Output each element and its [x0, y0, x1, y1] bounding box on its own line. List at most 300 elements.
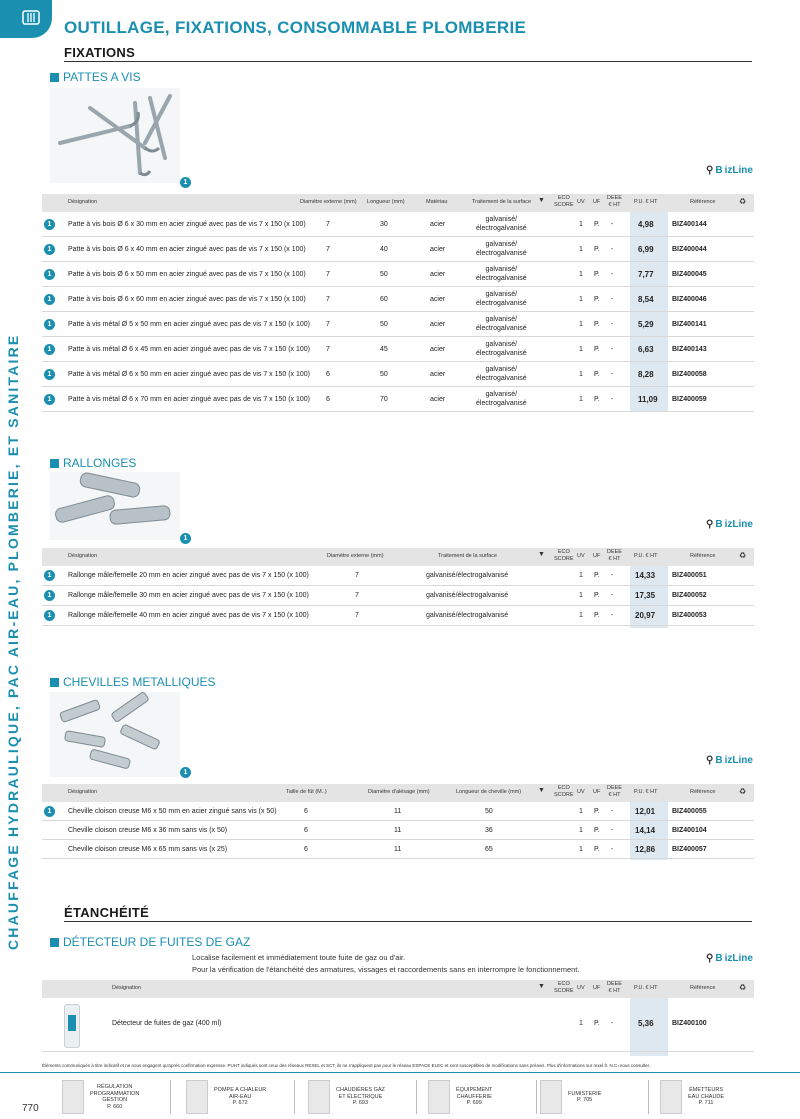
- brand-name: izLine: [724, 519, 753, 530]
- cell-traitement-line1: galvanisé/: [485, 266, 518, 273]
- subsection-label: RALLONGES: [63, 456, 137, 470]
- col-longueur: Longueur (mm): [367, 199, 405, 205]
- cell-deee: -: [611, 846, 614, 853]
- cell-price: 14,33: [635, 571, 656, 580]
- extension-rods-image: [50, 472, 180, 540]
- cell-alesage: 11: [394, 808, 402, 815]
- cell-longueur: 50: [380, 321, 388, 328]
- cell-deee: -: [611, 371, 614, 378]
- cell-materiau: acier: [430, 346, 446, 353]
- table-row[interactable]: [42, 362, 754, 387]
- cell-price: 12,01: [635, 807, 656, 816]
- cell-traitement-line2: électrogalvanisé: [476, 250, 527, 257]
- table-row[interactable]: [42, 337, 754, 362]
- col-deee: DEEE € HT: [607, 549, 622, 562]
- cell-traitement-line1: galvanisé/: [485, 341, 518, 348]
- col-uf: UF: [593, 199, 601, 205]
- table-header: [42, 194, 754, 212]
- footer-nav-label: CHAUDIÈRES GAZ ET ÉLECTRIQUE P. 693: [336, 1087, 385, 1107]
- cell-deee: -: [611, 221, 614, 228]
- table-row[interactable]: [42, 287, 754, 312]
- cell-price: 5,29: [638, 320, 654, 329]
- cell-taille: 6: [304, 827, 308, 834]
- cell-reference: BIZ400058: [672, 371, 707, 378]
- subsection-label: CHEVILLES METALLIQUES: [63, 675, 216, 689]
- col-eco-score: ECO SCORE: [554, 549, 574, 562]
- cell-reference: BIZ400051: [672, 572, 707, 579]
- col-alesage: Diamètre d'alésage (mm): [368, 789, 430, 795]
- product-photo-chevilles: [50, 692, 180, 777]
- sort-icon[interactable]: ▼: [538, 197, 545, 204]
- col-uf: UF: [593, 789, 601, 795]
- category-thumbnail: [540, 1080, 562, 1114]
- person-icon: ⚲: [706, 953, 714, 964]
- subsection-title-chevilles: [50, 675, 216, 689]
- col-deee: DEEE € HT: [607, 785, 622, 798]
- cell-diametre: 7: [326, 296, 330, 303]
- cell-materiau: acier: [430, 396, 446, 403]
- badge-number: 1: [44, 610, 55, 621]
- col-designation: Désignation: [68, 789, 98, 795]
- col-designation: Désignation: [68, 553, 98, 559]
- cell-traitement: [476, 265, 527, 283]
- product-photo-pattes: [50, 88, 180, 183]
- col-uf: UF: [593, 985, 601, 991]
- product-description-line2: Pour la vérification de l'étanchéité des armatures, vissages et raccordements sans en interrompre le fonctionnement.: [192, 965, 580, 974]
- cell-deee: -: [611, 592, 614, 599]
- table-body: [42, 212, 754, 412]
- recycle-icon[interactable]: ♻: [739, 787, 747, 796]
- cell-price: 6,99: [638, 245, 654, 254]
- cell-traitement-line1: galvanisé/: [485, 391, 518, 398]
- cell-longueur: 60: [380, 296, 388, 303]
- cell-traitement-line2: électrogalvanisé: [476, 375, 527, 382]
- bizline-logo: [706, 165, 753, 176]
- cell-deee: -: [611, 1020, 614, 1027]
- footer-nav-item[interactable]: [428, 1080, 492, 1114]
- footer-nav-item[interactable]: [540, 1080, 601, 1114]
- cell-price: 14,14: [635, 826, 656, 835]
- recycle-icon[interactable]: ♻: [739, 983, 747, 992]
- cell-deee: -: [611, 827, 614, 834]
- cell-designation: Cheville cloison creuse M6 x 36 mm sans vis (x 50): [68, 827, 228, 834]
- col-deee: DEEE € HT: [607, 195, 622, 208]
- cell-traitement-line1: galvanisé/: [485, 216, 518, 223]
- cell-uv: 1: [579, 808, 583, 815]
- category-thumbnail: [186, 1080, 208, 1114]
- table-chevilles: [42, 784, 754, 859]
- cell-longueur: 50: [380, 271, 388, 278]
- cell-uf: P.: [594, 221, 600, 228]
- brand-prefix: B: [715, 165, 723, 176]
- col-reference: Référence: [690, 199, 716, 205]
- cell-uv: 1: [579, 612, 583, 619]
- cell-alesage: 11: [394, 846, 402, 853]
- col-traitement: Traitement de la surface: [472, 199, 532, 205]
- col-diametre: Diamètre externe (mm): [300, 199, 357, 205]
- bizline-logo: [706, 953, 753, 964]
- product-description-line1: Localise facilement et immédiatement toute fuite de gaz ou d'air.: [192, 953, 406, 962]
- col-designation: Désignation: [112, 985, 142, 991]
- cell-designation: Détecteur de fuites de gaz (400 ml): [112, 1020, 222, 1027]
- badge-number: 1: [44, 590, 55, 601]
- cell-designation: Patte à vis bois Ø 6 x 30 mm en acier zingué avec pas de vis 7 x 150 (x 100): [68, 221, 306, 228]
- table-row[interactable]: [42, 802, 754, 821]
- cell-diametre: 7: [355, 612, 359, 619]
- subsection-title-detecteur: [50, 935, 250, 949]
- bizline-logo: [706, 519, 753, 530]
- footer-nav-label: POMPE A CHALEUR AIR-EAU P. 672: [214, 1087, 267, 1107]
- table-row[interactable]: [42, 566, 754, 586]
- cell-price: 6,63: [638, 345, 654, 354]
- cell-traitement: [476, 390, 527, 408]
- sort-icon[interactable]: ▼: [538, 983, 545, 990]
- table-header: [42, 980, 754, 998]
- cell-diametre: 7: [326, 271, 330, 278]
- cell-reference: BIZ400143: [672, 346, 707, 353]
- table-body: [42, 566, 754, 626]
- cell-traitement: [476, 315, 527, 333]
- cell-traitement-line1: galvanisé/: [485, 241, 518, 248]
- cell-designation: Patte à vis bois Ø 6 x 50 mm en acier zingué avec pas de vis 7 x 150 (x 100): [68, 271, 306, 278]
- col-diametre: Diamètre externe (mm): [327, 553, 384, 559]
- footer-nav-label: ÉQUIPEMENT CHAUFFERIE P. 699: [456, 1087, 493, 1107]
- badge-number: 1: [44, 369, 55, 380]
- subsection-title-rallonges: [50, 456, 136, 470]
- anchors-image: [50, 692, 180, 777]
- cell-uf: P.: [594, 846, 600, 853]
- cell-reference: BIZ400141: [672, 321, 707, 328]
- subsection-title-pattes: [50, 70, 141, 84]
- col-reference: Référence: [690, 985, 716, 991]
- footer-nav-item[interactable]: [660, 1080, 724, 1114]
- bullet-square-icon: [50, 73, 59, 82]
- cell-designation: Rallonge mâle/femelle 30 mm en acier zingué avec pas de vis 7 x 150 (x 100): [68, 592, 309, 599]
- cell-traitement: galvanisé/électrogalvanisé: [426, 592, 509, 599]
- col-reference: Référence: [690, 553, 716, 559]
- table-pattes: [42, 194, 754, 412]
- cell-uf: P.: [594, 1020, 600, 1027]
- section-divider: [64, 921, 752, 922]
- cell-traitement-line1: galvanisé/: [485, 316, 518, 323]
- person-icon: ⚲: [706, 165, 714, 176]
- cell-traitement-line1: galvanisé/: [485, 366, 518, 373]
- bullet-square-icon: [50, 938, 59, 947]
- badge-number: 1: [44, 344, 55, 355]
- cell-traitement-line2: électrogalvanisé: [476, 225, 527, 232]
- footer-nav-label: ÉMETTEURS EAU CHAUDE P. 711: [688, 1087, 725, 1107]
- cell-traitement: [476, 340, 527, 358]
- cell-reference: BIZ400045: [672, 271, 707, 278]
- col-pu: P.U. € HT: [634, 789, 658, 795]
- col-uv: UV: [577, 789, 585, 795]
- table-row[interactable]: [42, 998, 754, 1052]
- col-deee: DEEE € HT: [607, 981, 622, 994]
- footer-nav-item[interactable]: [308, 1080, 385, 1114]
- cell-diametre: 7: [355, 592, 359, 599]
- cell-price: 11,09: [638, 395, 658, 404]
- cell-reference: BIZ400144: [672, 221, 707, 228]
- cell-uv: 1: [579, 592, 583, 599]
- cell-uv: 1: [579, 221, 583, 228]
- cell-diametre: 6: [326, 371, 330, 378]
- cell-traitement-line2: électrogalvanisé: [476, 300, 527, 307]
- cell-uf: P.: [594, 371, 600, 378]
- col-reference: Référence: [690, 789, 716, 795]
- sidebar-category-label: CHAUFFAGE HYDRAULIQUE, PAC AIR-EAU, PLOMBERIE, ET SANITAIRE: [5, 333, 21, 950]
- cell-price: 8,54: [638, 295, 654, 304]
- badge-number: 1: [180, 767, 191, 778]
- recycle-icon[interactable]: ♻: [739, 551, 747, 560]
- badge-number: 1: [44, 219, 55, 230]
- badge-number: 1: [180, 533, 191, 544]
- cell-deee: -: [611, 246, 614, 253]
- cell-materiau: acier: [430, 296, 446, 303]
- badge-number: 1: [180, 177, 191, 188]
- table-row[interactable]: [42, 262, 754, 287]
- cell-designation: Patte à vis métal Ø 6 x 70 mm en acier zingué avec pas de vis 7 x 150 (x 100): [68, 396, 311, 403]
- person-icon: ⚲: [706, 519, 714, 530]
- cell-taille: 6: [304, 846, 308, 853]
- cell-diametre: 7: [326, 221, 330, 228]
- table-rallonges: [42, 548, 754, 626]
- cell-price: 7,77: [638, 270, 654, 279]
- table-row[interactable]: [42, 237, 754, 262]
- cell-traitement-line2: électrogalvanisé: [476, 400, 527, 407]
- footer-nav-item[interactable]: [186, 1080, 266, 1114]
- cell-uf: P.: [594, 572, 600, 579]
- cell-longueur: 30: [380, 221, 388, 228]
- col-eco-score: ECO SCORE: [554, 785, 574, 798]
- table-row[interactable]: [42, 312, 754, 337]
- cell-longueur: 36: [485, 827, 493, 834]
- bullet-square-icon: [50, 459, 59, 468]
- category-thumbnail: [62, 1080, 84, 1114]
- cell-diametre: 7: [326, 346, 330, 353]
- section-title-etancheite: ÉTANCHÉITÉ: [64, 905, 150, 920]
- cell-deee: -: [611, 572, 614, 579]
- brand-prefix: B: [715, 755, 723, 766]
- badge-number: 1: [44, 319, 55, 330]
- cell-price: 17,35: [635, 591, 656, 600]
- brand-name: izLine: [724, 953, 753, 964]
- cell-uf: P.: [594, 808, 600, 815]
- cell-uv: 1: [579, 296, 583, 303]
- col-taille: Taille de fût (M..): [286, 789, 327, 795]
- radiator-icon: [22, 10, 40, 26]
- cell-uf: P.: [594, 271, 600, 278]
- cell-deee: -: [611, 296, 614, 303]
- cell-longueur: 70: [380, 396, 388, 403]
- footer-separator: [170, 1080, 171, 1114]
- cell-diametre: 7: [326, 246, 330, 253]
- cell-designation: Rallonge mâle/femelle 40 mm en acier zingué avec pas de vis 7 x 150 (x 100): [68, 612, 309, 619]
- cell-reference: BIZ400104: [672, 827, 707, 834]
- col-eco-score: ECO SCORE: [554, 981, 574, 994]
- cell-traitement-line1: galvanisé/: [485, 291, 518, 298]
- cell-materiau: acier: [430, 221, 446, 228]
- footer-separator: [536, 1080, 537, 1114]
- table-row[interactable]: [42, 212, 754, 237]
- cell-uv: 1: [579, 346, 583, 353]
- cell-traitement: [476, 215, 527, 233]
- cell-reference: BIZ400055: [672, 808, 707, 815]
- bizline-logo: [706, 755, 753, 766]
- footer-nav-label: RÉGULATION PROGRAMMATION GESTION P. 660: [90, 1084, 140, 1110]
- cell-designation: Patte à vis bois Ø 6 x 40 mm en acier zingué avec pas de vis 7 x 150 (x 100): [68, 246, 306, 253]
- cell-uv: 1: [579, 827, 583, 834]
- cell-deee: -: [611, 396, 614, 403]
- person-icon: ⚲: [706, 755, 714, 766]
- table-row[interactable]: [42, 821, 754, 840]
- col-pu: P.U. € HT: [634, 199, 658, 205]
- table-detecteur: [42, 980, 754, 1052]
- cell-reference: BIZ400052: [672, 592, 707, 599]
- cell-materiau: acier: [430, 371, 446, 378]
- badge-number: 1: [44, 244, 55, 255]
- cell-traitement: [476, 365, 527, 383]
- subsection-label: PATTES A VIS: [63, 70, 141, 84]
- brand-prefix: B: [715, 953, 723, 964]
- badge-number: 1: [44, 269, 55, 280]
- cell-uf: P.: [594, 296, 600, 303]
- table-body: [42, 802, 754, 859]
- col-eco-score: ECO SCORE: [554, 195, 574, 208]
- sort-icon[interactable]: ▼: [538, 787, 545, 794]
- category-tab: [0, 0, 52, 38]
- brand-name: izLine: [724, 165, 753, 176]
- cell-deee: -: [611, 808, 614, 815]
- subsection-label: DÉTECTEUR DE FUITES DE GAZ: [63, 935, 251, 949]
- col-uv: UV: [577, 199, 585, 205]
- category-thumbnail: [308, 1080, 330, 1114]
- cell-price: 5,36: [638, 1019, 654, 1028]
- cell-uv: 1: [579, 846, 583, 853]
- cell-longueur: 65: [485, 846, 493, 853]
- cell-traitement-line2: électrogalvanisé: [476, 275, 527, 282]
- cell-traitement: galvanisé/électrogalvanisé: [426, 572, 509, 579]
- col-designation: Désignation: [68, 199, 98, 205]
- cell-uv: 1: [579, 396, 583, 403]
- cell-traitement-line2: électrogalvanisé: [476, 325, 527, 332]
- brand-name: izLine: [724, 755, 753, 766]
- col-longueur: Longueur de cheville (mm): [456, 789, 522, 795]
- col-uv: UV: [577, 985, 585, 991]
- section-title-fixations: FIXATIONS: [64, 45, 136, 60]
- col-uv: UV: [577, 553, 585, 559]
- spray-can-image: [64, 1004, 80, 1048]
- cell-uf: P.: [594, 246, 600, 253]
- footer-separator: [294, 1080, 295, 1114]
- sort-icon[interactable]: ▼: [538, 551, 545, 558]
- category-thumbnail: [660, 1080, 682, 1114]
- cell-deee: -: [611, 271, 614, 278]
- cell-materiau: acier: [430, 271, 446, 278]
- cell-reference: BIZ400046: [672, 296, 707, 303]
- cell-reference: BIZ400057: [672, 846, 707, 853]
- cell-diametre: 7: [355, 572, 359, 579]
- footer-nav-label: FUMISTERIE P. 705: [568, 1090, 602, 1103]
- category-thumbnail: [428, 1080, 450, 1114]
- cell-longueur: 50: [380, 371, 388, 378]
- table-row[interactable]: [42, 606, 754, 626]
- table-row[interactable]: [42, 586, 754, 606]
- cell-designation: Patte à vis bois Ø 6 x 60 mm en acier zingué avec pas de vis 7 x 150 (x 100): [68, 296, 306, 303]
- cell-longueur: 45: [380, 346, 388, 353]
- cell-deee: -: [611, 346, 614, 353]
- bullet-square-icon: [50, 678, 59, 687]
- cell-designation: Cheville cloison creuse M6 x 65 mm sans vis (x 25): [68, 846, 228, 853]
- cell-reference: BIZ400100: [672, 1020, 707, 1027]
- badge-number: 1: [44, 570, 55, 581]
- badge-number: 1: [44, 294, 55, 305]
- cell-deee: -: [611, 321, 614, 328]
- brand-prefix: B: [715, 519, 723, 530]
- footer-nav-item[interactable]: [62, 1080, 139, 1114]
- cell-diametre: 7: [326, 321, 330, 328]
- cell-reference: BIZ400059: [672, 396, 707, 403]
- cell-traitement: galvanisé/électrogalvanisé: [426, 612, 509, 619]
- cell-materiau: acier: [430, 321, 446, 328]
- cell-designation: Patte à vis métal Ø 6 x 45 mm en acier zingué avec pas de vis 7 x 150 (x 100): [68, 346, 311, 353]
- table-row[interactable]: [42, 387, 754, 412]
- footer-separator: [648, 1080, 649, 1114]
- col-uf: UF: [593, 553, 601, 559]
- cell-designation: Rallonge mâle/femelle 20 mm en acier zingué avec pas de vis 7 x 150 (x 100): [68, 572, 309, 579]
- badge-number: 1: [44, 394, 55, 405]
- product-photo-rallonges: [50, 472, 180, 540]
- legal-note: Éléments communiqués à titre indicatif et ne nous engagent qu'après confirmation expresse. PUHT indiqués sont ceux des réseaux REXEL et SCT, ils ne s'appliquent pas pour le réseau ESPACE ELEC et sont susceptibles de modifications sans préavis. Plus d'informations sur rexel.fr. N.C=nous consulter.: [42, 1063, 651, 1068]
- cell-uv: 1: [579, 271, 583, 278]
- cell-uf: P.: [594, 612, 600, 619]
- cell-uv: 1: [579, 1020, 583, 1027]
- cell-price: 4,98: [638, 220, 654, 229]
- cell-longueur: 40: [380, 246, 388, 253]
- cell-reference: BIZ400053: [672, 612, 707, 619]
- cell-materiau: acier: [430, 246, 446, 253]
- page-title: OUTILLAGE, FIXATIONS, CONSOMMABLE PLOMBERIE: [64, 18, 527, 37]
- cell-reference: BIZ400044: [672, 246, 707, 253]
- cell-designation: Patte à vis métal Ø 6 x 50 mm en acier zingué avec pas de vis 7 x 150 (x 100): [68, 371, 311, 378]
- cell-alesage: 11: [394, 827, 402, 834]
- footer-separator: [416, 1080, 417, 1114]
- col-pu: P.U. € HT: [634, 985, 658, 991]
- cell-price: 12,86: [635, 845, 656, 854]
- col-materiau: Matériau: [426, 199, 448, 205]
- cell-uf: P.: [594, 396, 600, 403]
- cell-traitement: [476, 240, 527, 258]
- cell-traitement: [476, 290, 527, 308]
- section-divider: [64, 61, 752, 62]
- recycle-icon[interactable]: ♻: [739, 197, 747, 206]
- cell-designation: Cheville cloison creuse M6 x 50 mm en acier zingué sans vis (x 50): [68, 808, 277, 815]
- cell-uv: 1: [579, 246, 583, 253]
- cell-uf: P.: [594, 346, 600, 353]
- cell-price: 8,28: [638, 370, 654, 379]
- col-traitement: Traitement de la surface: [438, 553, 498, 559]
- cell-uv: 1: [579, 572, 583, 579]
- cell-uf: P.: [594, 321, 600, 328]
- cell-price: 20,97: [635, 611, 656, 620]
- cell-designation: Patte à vis métal Ø 5 x 50 mm en acier zingué avec pas de vis 7 x 150 (x 100): [68, 321, 311, 328]
- cell-uf: P.: [594, 592, 600, 599]
- cell-diametre: 6: [326, 396, 330, 403]
- table-header: [42, 548, 754, 566]
- cell-longueur: 50: [485, 808, 493, 815]
- page-number: 770: [22, 1103, 39, 1114]
- table-row[interactable]: [42, 840, 754, 859]
- footer-divider: [0, 1072, 800, 1073]
